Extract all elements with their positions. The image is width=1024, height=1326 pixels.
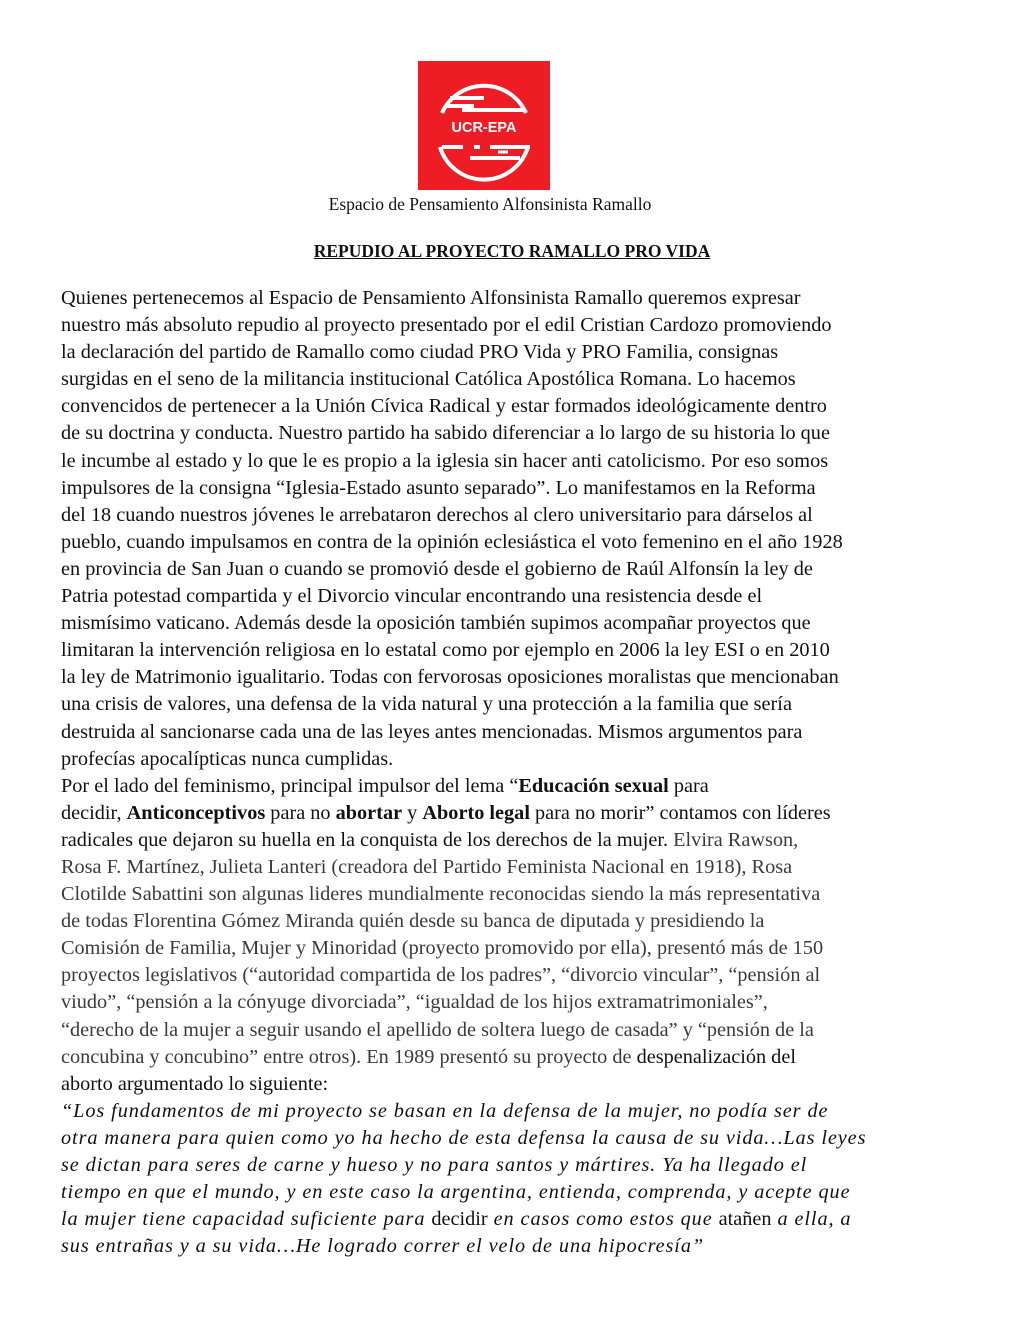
document-title: REPUDIO AL PROYECTO RAMALLO PRO VIDA [313, 241, 711, 261]
quote-line: sus entrañas y a su vida…He logrado correr el velo de una hipocresía” [61, 1235, 705, 1258]
feminism-line: concubina y concubino” entre otros). En 1989 presentó su proyecto de despenalización del [61, 1045, 796, 1068]
body-line: destruida al sancionarse cada una de las leyes antes mencionadas. Mismos argumentos para [61, 720, 803, 743]
quote-line: “Los fundamentos de mi proyecto se basan en la defensa de la mujer, no podía ser de [61, 1099, 829, 1122]
body-line: en provincia de San Juan o cuando se promovió desde el gobierno de Raúl Alfonsín la ley de [61, 557, 813, 580]
feminism-line: Comisión de Familia, Mujer y Minoridad (proyecto promovido por ella), presentó más de 150 [61, 937, 824, 960]
feminism-line: Por el lado del feminismo, principal impulsor del lema “Educación sexual para [61, 774, 709, 797]
quote-intro: aborto argumentado lo siguiente: [61, 1072, 329, 1095]
body-line: de su doctrina y conducta. Nuestro partido ha sabido diferenciar a lo largo de su historia lo que [61, 422, 830, 445]
feminism-line: Clotilde Sabattini son algunas lideres mundialmente reconocidas siendo la más representativa [61, 883, 821, 906]
svg-text:UCR-EPA: UCR-EPA [451, 120, 517, 136]
feminism-line: decidir, Anticonceptivos para no abortar y Aborto legal para no morir” contamos con líderes [61, 801, 831, 824]
feminism-line: “derecho de la mujer a seguir usando el apellido de soltera luego de casada” y “pensión de la [61, 1018, 814, 1041]
body-line: limitaran la intervención religiosa en lo estatal como por ejemplo en 2006 la ley ESI o en 2010 [61, 639, 830, 662]
bold-phrase: abortar [335, 801, 403, 824]
body-line: una crisis de valores, una defensa de la vida natural y una protección a la familia que sería [61, 693, 792, 716]
bold-phrase: Aborto legal [422, 801, 530, 824]
body-line: la declaración del partido de Ramallo como ciudad PRO Vida y PRO Familia, consignas [61, 341, 779, 364]
bold-phrase: Educación sexual [518, 774, 669, 797]
quote-line: tiempo en que el mundo, y en este caso la argentina, entienda, comprenda, y acepte que [61, 1181, 851, 1204]
organization-name: Espacio de Pensamiento Alfonsinista Ramallo [328, 194, 652, 214]
body-line: le incumbe al estado y lo que le es propio a la iglesia sin hacer anti catolicismo. Por eso somos [61, 449, 829, 472]
body-line: surgidas en el seno de la militancia institucional Católica Apostólica Romana. Lo hacemos [61, 368, 796, 391]
body-line: nuestro más absoluto repudio al proyecto presentado por el edil Cristian Cardozo promoviendo [61, 314, 832, 337]
feminism-line: de todas Florentina Gómez Miranda quién desde su banca de diputada y presidiendo la [61, 910, 765, 933]
body-line: impulsores de la consigna “Iglesia-Estado asunto separado”. Lo manifestamos en la Reforma [61, 476, 816, 499]
body-line: la ley de Matrimonio igualitario. Todas con fervorosas oposiciones moralistas que mencionaban [61, 666, 839, 689]
body-line: convencidos de pertenecer a la Unión Cívica Radical y estar formados ideológicamente dentro [61, 395, 827, 418]
document-body [61, 285, 971, 1260]
feminism-line: Rosa F. Martínez, Julieta Lanteri (creadora del Partido Feminista Nacional en 1918), Rosa [61, 855, 793, 878]
ucr-epa-emblem-icon [418, 61, 550, 190]
quote-line: la mujer tiene capacidad suficiente para decidir en casos como estos que atañen a ella, a [61, 1208, 852, 1231]
ucr-epa-logo [418, 61, 550, 190]
quote-line: se dictan para seres de carne y hueso y no para santos y mártires. Ya ha llegado el [61, 1154, 808, 1176]
body-line: pueblo, cuando impulsamos en contra de la opinión eclesiástica el voto femenino en el año 1928 [61, 530, 843, 553]
feminism-line: radicales que dejaron su huella en la conquista de los derechos de la mujer. Elvira Rawson, [61, 828, 799, 851]
body-line: profecías apocalípticas nunca cumplidas. [61, 747, 394, 770]
body-line: mismísimo vaticano. Además desde la oposición también supimos acompañar proyectos que [61, 612, 811, 635]
body-line: Quienes pertenecemos al Espacio de Pensamiento Alfonsinista Ramallo queremos expresar [61, 287, 801, 309]
bold-phrase: Anticonceptivos [126, 801, 266, 824]
feminism-line: viudo”, “pensión a la cónyuge divorciada”, “igualdad de los hijos extramatrimoniales”, [61, 991, 768, 1014]
quote-line: otra manera para quien como yo ha hecho de esta defensa la causa de su vida…Las leyes [61, 1126, 867, 1149]
body-line: del 18 cuando nuestros jóvenes le arrebataron derechos al clero universitario para dárselos al [61, 503, 813, 526]
body-line: Patria potestad compartida y el Divorcio vincular encontrando una resistencia desde el [61, 585, 763, 608]
feminism-line: proyectos legislativos (“autoridad compartida de los padres”, “divorcio vincular”, “pensión al [61, 964, 821, 987]
